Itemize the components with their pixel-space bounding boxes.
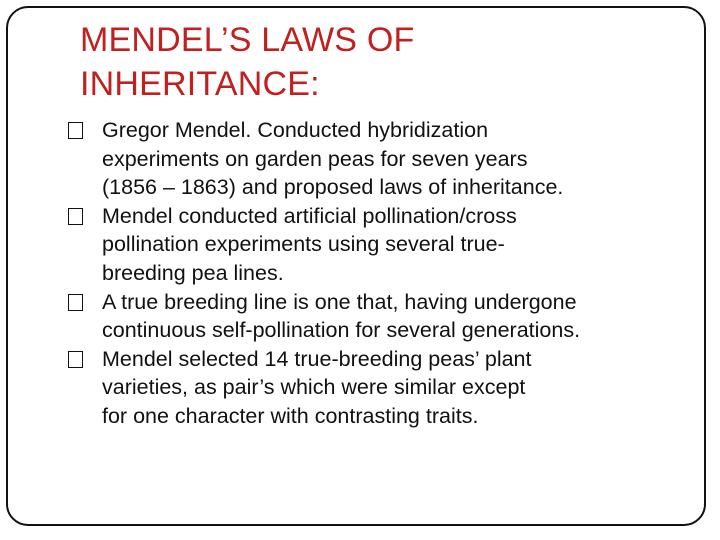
bullet-item (68, 345, 698, 431)
bullet-line: varieties, as pair’s which were similar except (102, 375, 526, 400)
bullet-item (68, 116, 698, 202)
bullet-line: breeding pea lines. (102, 260, 284, 285)
bullet-line: continuous self-pollination for several generations. (102, 318, 581, 343)
box-bullet-icon (68, 351, 83, 368)
bullet-line: Gregor Mendel. Conducted hybridization (102, 118, 489, 142)
bullet-item (68, 202, 698, 288)
bullet-line: Mendel conducted artificial pollination/cross (102, 203, 517, 228)
bullet-list (68, 116, 698, 431)
bullet-line: A true breeding line is one that, having undergone (102, 289, 577, 314)
box-bullet-icon (68, 294, 83, 311)
bullet-line: (1856 – 1863) and proposed laws of inheritance. (102, 175, 564, 200)
box-bullet-icon (68, 208, 83, 225)
bullet-item (68, 288, 698, 345)
bullet-line: pollination experiments using several true- (102, 232, 505, 257)
slide-title (80, 18, 680, 106)
bullet-line: for one character with contrasting traits. (102, 403, 479, 428)
title-line-1: MENDEL’S LAWS OF (80, 21, 415, 59)
bullet-line: Mendel selected 14 true-breeding peas’ plant (102, 346, 532, 371)
title-line-2: INHERITANCE: (80, 65, 320, 103)
box-bullet-icon (68, 122, 83, 139)
bullet-line: experiments on garden peas for seven years (102, 146, 528, 171)
